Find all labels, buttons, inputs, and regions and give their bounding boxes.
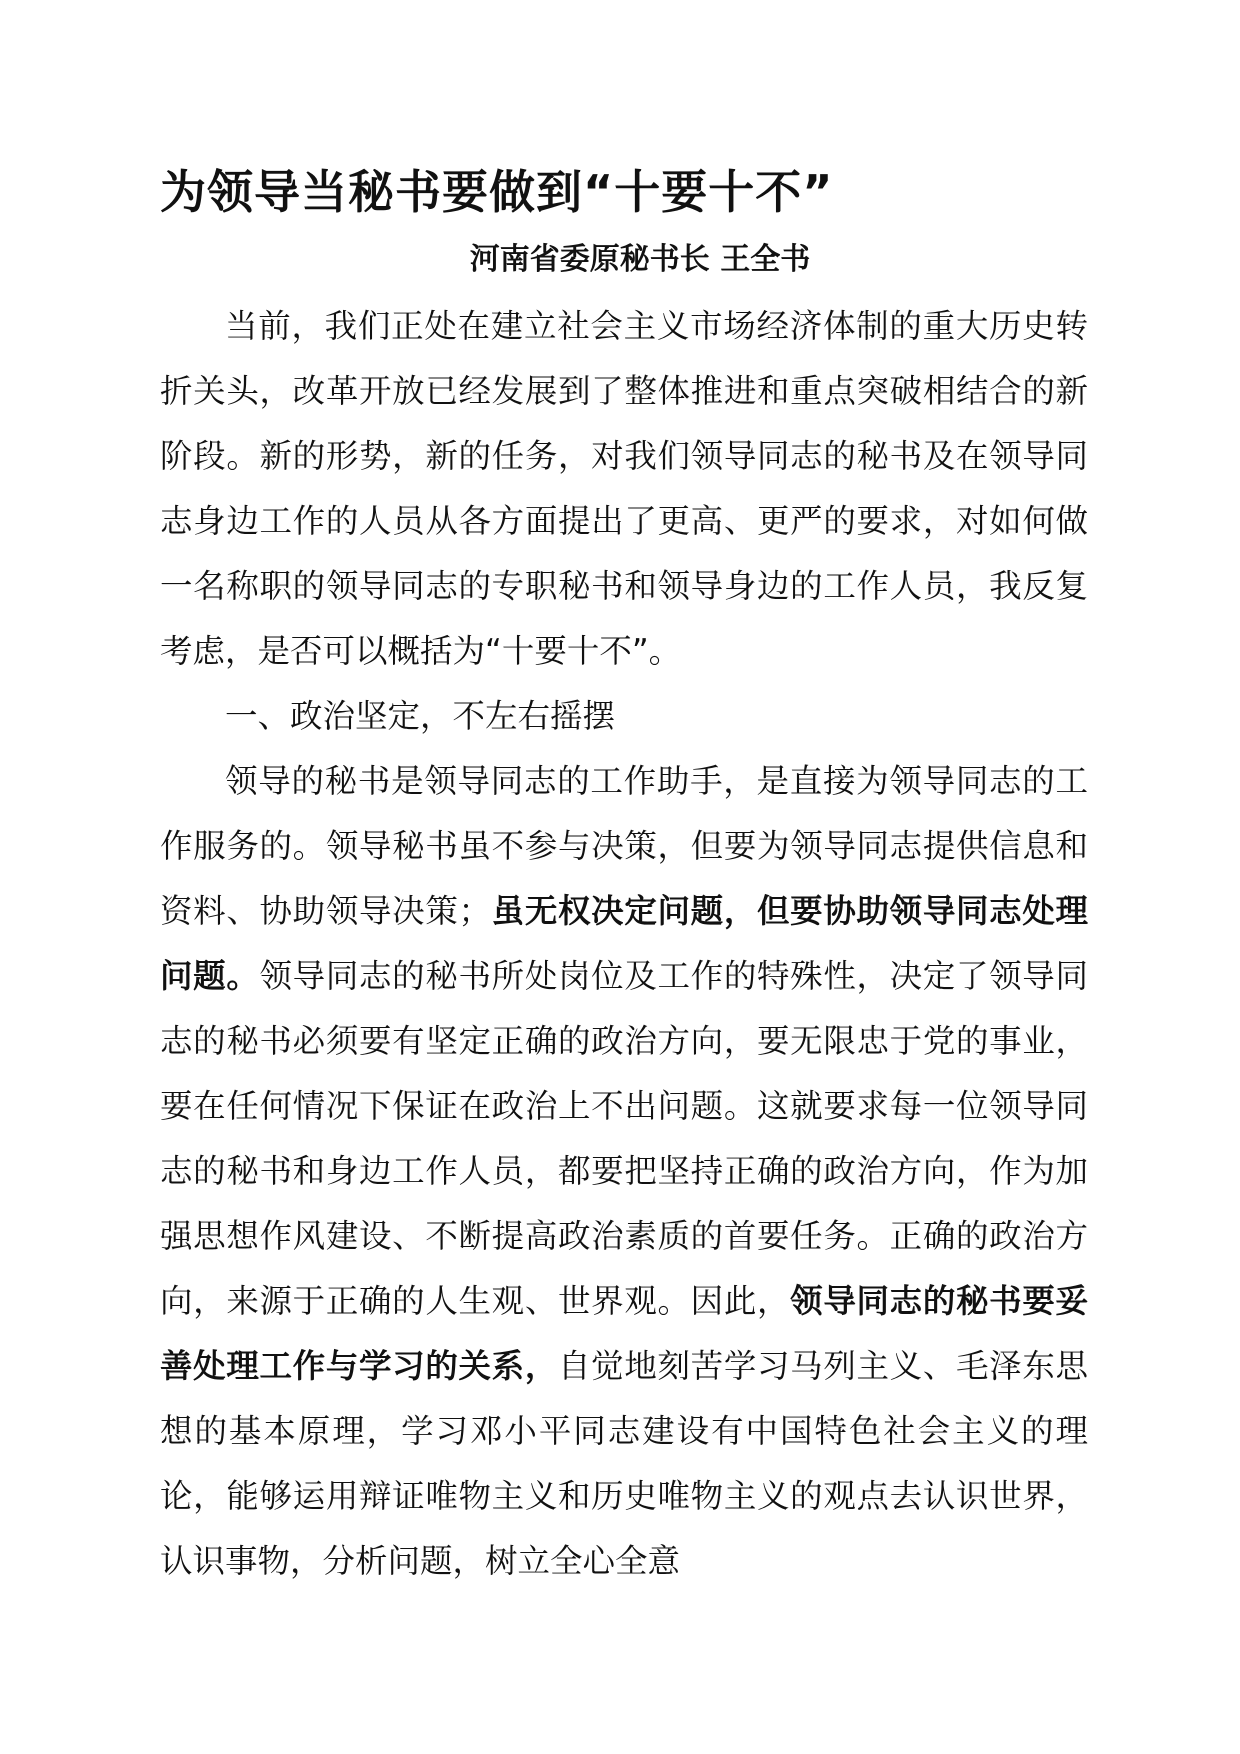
- author-line: 河南省委原秘书长 王全书: [469, 242, 811, 277]
- emphasized-text: 虽无权决定问题，但要协助领导同志处理问题。: [160, 892, 1088, 995]
- document-title: 为领导当秘书要做到“十要十不”: [160, 165, 834, 219]
- paragraph-text: 自觉地刻苦学习马列主义、毛泽东思想的基本原理，学习邓小平同志建设有中国特色社会主义的理论，能够运用辩证唯物主义和历史唯物主义的观点去认识世界，认识事物，分析问题，树立全心全意: [160, 1347, 1088, 1580]
- document-body: [160, 294, 1088, 1594]
- paragraph-text: 领导同志的秘书所处岗位及工作的特殊性，决定了领导同志的秘书必须要有坚定正确的政治方向，要无限忠于党的事业，要在任何情况下保证在政治上不出问题。这就要求每一位领导同志的秘书和身边工作人员，都要把坚持正确的政治方向，作为加强思想作风建设、不断提高政治素质的首要任务。正确的政治方向，来源于正确的人生观、世界观。因此，: [160, 957, 1088, 1320]
- body-paragraph: [160, 749, 1088, 1594]
- intro-paragraph: 当前，我们正处在建立社会主义市场经济体制的重大历史转折关头，改革开放已经发展到了整体推进和重点突破相结合的新阶段。新的形势，新的任务，对我们领导同志的秘书及在领导同志身边工作的人员从各方面提出了更高、更严的要求，对如何做一名称职的领导同志的专职秘书和领导身边的工作人员，我反复考虑，是否可以概括为“十要十不”。: [160, 307, 1088, 670]
- emphasized-text: 领导同志的秘书要妥善处理工作与学习的关系，: [160, 1282, 1088, 1385]
- paragraph-text: 领导的秘书是领导同志的工作助手，是直接为领导同志的工作服务的。领导秘书虽不参与决策，但要为领导同志提供信息和资料、协助领导决策；: [160, 762, 1088, 930]
- section-heading: 一、政治坚定，不左右摇摆: [225, 697, 616, 735]
